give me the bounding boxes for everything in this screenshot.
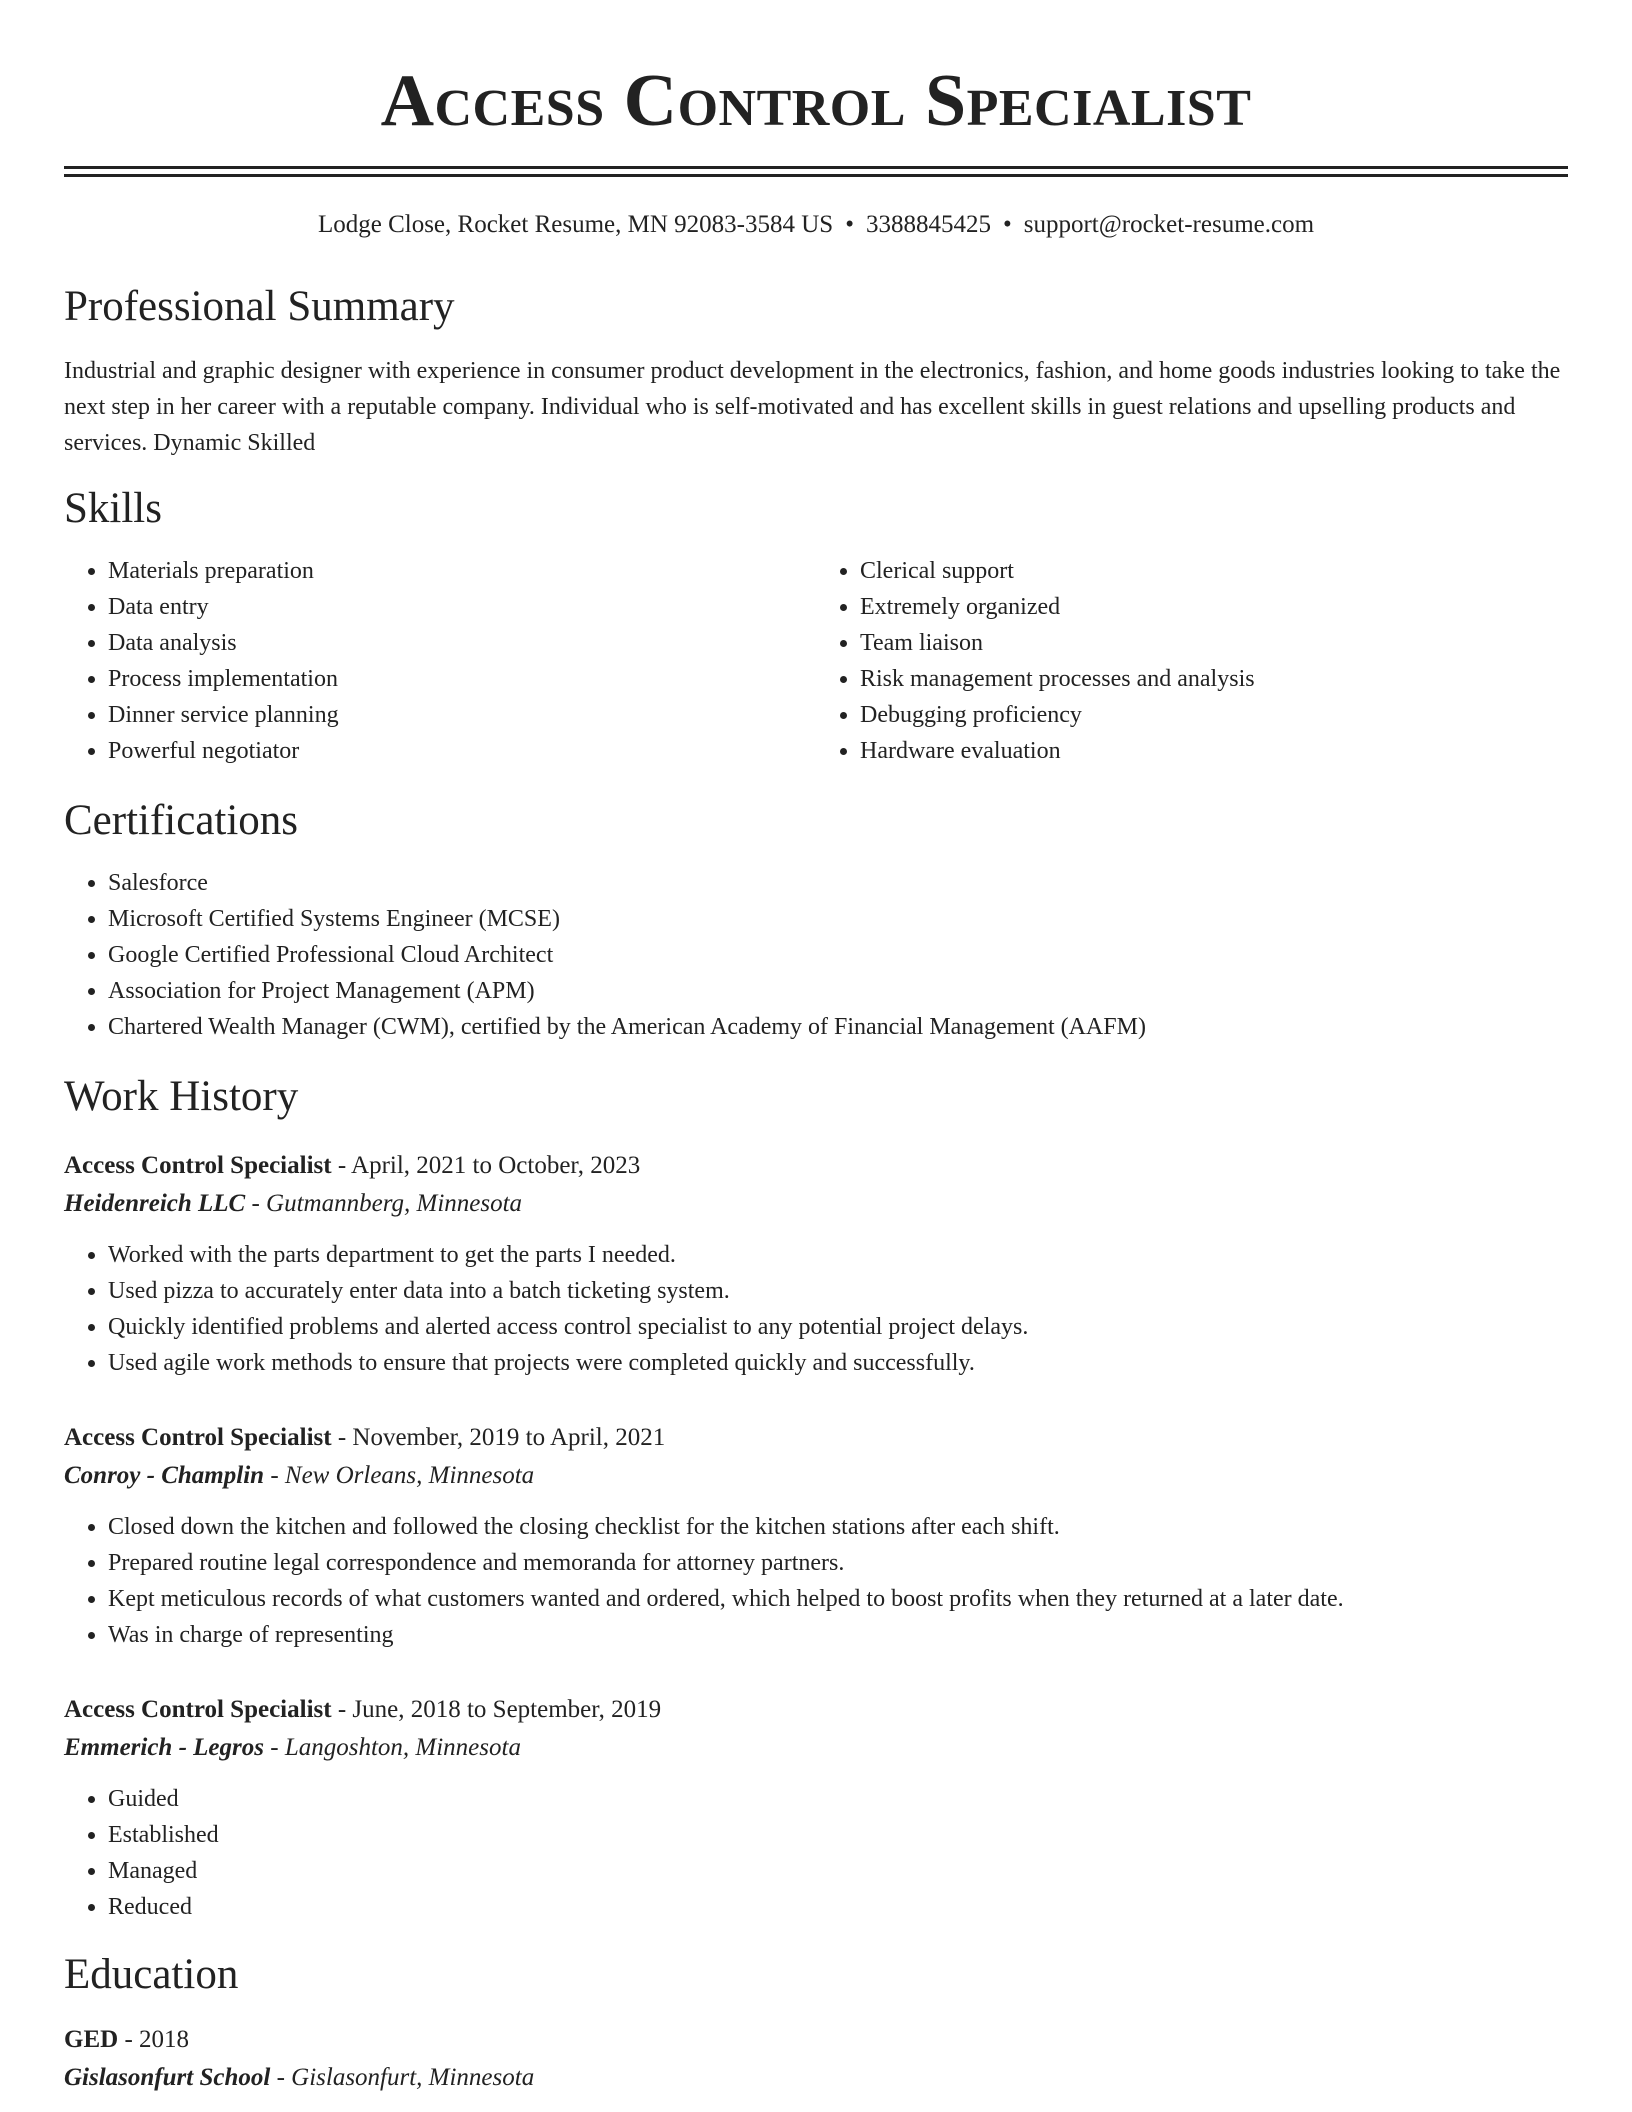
certifications-heading: Certifications [64,797,299,844]
job-bullets [64,1237,1568,1381]
list-item: • Extremely organized [860,589,1568,625]
list-item: • Risk management processes and analysis [860,661,1568,697]
certifications-list [64,865,1568,1045]
list-item: • Quickly identified problems and alerted access control specialist to any potential project delays. [108,1309,1568,1345]
list-item: • Salesforce [108,865,1568,901]
list-item: • Association for Project Management (APM) [108,973,1568,1009]
skills-heading: Skills [64,485,162,532]
skills-section [64,483,1568,769]
list-item: • Closed down the kitchen and followed the closing checklist for the kitchen stations after each shift. [108,1509,1568,1545]
list-item: • Kept meticulous records of what customers wanted and ordered, which helped to boost profits when they returned at a later date. [108,1581,1568,1617]
list-item: • Managed [108,1853,1568,1889]
education-year: - 2018 [118,2026,190,2053]
job-company-line [64,1457,1568,1495]
list-item: • Reduced [108,1889,1568,1925]
list-item: • Clerical support [860,553,1568,589]
job-title-line [64,1419,1568,1457]
list-item: • Process implementation [108,661,816,697]
job-entry [64,1147,1568,1381]
job-company: Conroy - Champlin [64,1462,265,1489]
job-title: Access Control Specialist [64,1424,332,1451]
list-item: • Materials preparation [108,553,816,589]
job-title-line [64,1147,1568,1185]
contact-address: Lodge Close, Rocket Resume, MN 92083-3584 US [317,211,834,238]
education-section [64,1949,1568,2097]
job-dates: - November, 2019 to April, 2021 [331,1424,666,1451]
list-item: • Used pizza to accurately enter data into a batch ticketing system. [108,1273,1568,1309]
education-degree-line [64,2021,1568,2059]
resume-title: Access Control Specialist [380,60,1252,142]
list-item: • Powerful negotiator [108,733,816,769]
job-company-line [64,1185,1568,1223]
list-item: • Used agile work methods to ensure that projects were completed quickly and successfully. [108,1345,1568,1381]
education-degree: GED [64,2026,119,2053]
resume-page [64,0,1568,2097]
list-item: • Data analysis [108,625,816,661]
title-divider [64,166,1568,177]
contact-email[interactable]: support@rocket-resume.com [1023,211,1315,238]
job-dates: - April, 2021 to October, 2023 [331,1152,641,1179]
contact-separator: • [845,211,854,238]
job-bullets [64,1509,1568,1653]
work-history-section [64,1071,1568,1925]
education-school: Gislasonfurt School [64,2064,271,2091]
list-item: • Prepared routine legal correspondence and memoranda for attorney partners. [108,1545,1568,1581]
job-title: Access Control Specialist [64,1152,332,1179]
list-item: • Was in charge of representing [108,1617,1568,1653]
list-item: • Worked with the parts department to get the parts I needed. [108,1237,1568,1273]
contact-line [64,209,1568,241]
job-title: Access Control Specialist [64,1696,332,1723]
education-heading: Education [64,1951,239,1998]
summary-text: Industrial and graphic designer with experience in consumer product development in the electronics, fashion, and home goods industries looking to take the next step in her career with a reputable company. Individual who is self-motivated and has excellent skills in guest relations and upselling products and services. Dynamic Skilled [64,358,1561,456]
job-title-line [64,1691,1568,1729]
job-bullets [64,1781,1568,1925]
job-company: Emmerich - Legros [64,1734,264,1761]
list-item: • Established [108,1817,1568,1853]
job-location: - Langoshton, Minnesota [264,1734,521,1761]
work-history-heading: Work History [64,1073,299,1120]
job-dates: - June, 2018 to September, 2019 [331,1696,662,1723]
list-item: • Chartered Wealth Manager (CWM), certified by the American Academy of Financial Management (AAFM) [108,1009,1568,1045]
skills-columns [64,553,1568,769]
skills-list-left [64,553,816,769]
list-item: • Data entry [108,589,816,625]
summary-section [64,281,1568,461]
job-location: - New Orleans, Minnesota [264,1462,535,1489]
contact-phone: 3388845425 [865,211,991,238]
list-item: • Debugging proficiency [860,697,1568,733]
job-location: - Gutmannberg, Minnesota [245,1190,523,1217]
list-item: • Microsoft Certified Systems Engineer (MCSE) [108,901,1568,937]
list-item: • Guided [108,1781,1568,1817]
list-item: • Team liaison [860,625,1568,661]
job-entry [64,1691,1568,1925]
job-company: Heidenreich LLC [64,1190,246,1217]
contact-separator: • [1002,211,1012,238]
certifications-section [64,795,1568,1045]
job-company-line [64,1729,1568,1767]
list-item: • Dinner service planning [108,697,816,733]
summary-heading: Professional Summary [64,283,455,330]
job-entry [64,1419,1568,1653]
list-item: • Hardware evaluation [860,733,1568,769]
education-school-line [64,2059,1568,2097]
skills-list-right [816,553,1568,769]
education-location: - Gislasonfurt, Minnesota [270,2064,535,2091]
list-item: • Google Certified Professional Cloud Architect [108,937,1568,973]
